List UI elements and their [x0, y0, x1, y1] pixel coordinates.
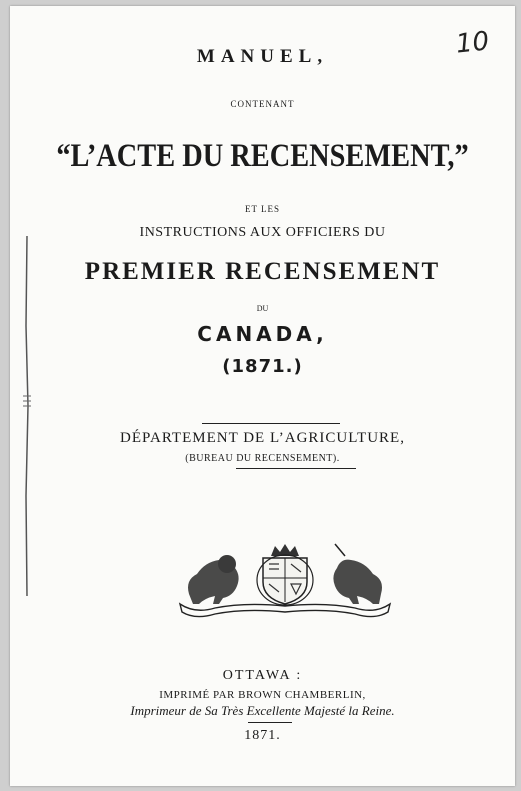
divider-top: [202, 423, 340, 424]
binding-edge: [20, 236, 34, 596]
premier-recensement-title: PREMIER RECENSEMENT: [84, 258, 441, 285]
heading-manuel: MANUEL,: [196, 46, 329, 67]
label-contenant: CONTENANT: [230, 99, 295, 109]
divider-bottom: [236, 468, 356, 469]
royal-printer-line: Imprimeur de Sa Très Excellente Majesté la Reine.: [130, 703, 395, 718]
publication-year: 1871.: [244, 728, 281, 743]
title-page: [10, 6, 515, 786]
divider-imprint: [248, 722, 292, 723]
bureau-line: (BUREAU DU RECENSEMENT).: [185, 453, 340, 464]
label-et-les: ET LES: [244, 204, 281, 214]
instructions-line: INSTRUCTIONS AUX OFFICIERS DU: [139, 225, 386, 240]
canada-title: CANADA,: [197, 322, 328, 346]
label-du: DU: [256, 304, 269, 313]
main-title: “L’ACTE DU RECENSEMENT,”: [56, 138, 469, 174]
handwritten-note: 10: [454, 26, 491, 60]
coat-of-arms-emblem: [175, 542, 395, 622]
department-line: DÉPARTEMENT DE L’AGRICULTURE,: [120, 430, 405, 446]
imprint-city: OTTAWA :: [222, 668, 303, 683]
census-year: (1871.): [222, 356, 303, 377]
printer-line: IMPRIMÉ PAR BROWN CHAMBERLIN,: [159, 689, 366, 701]
